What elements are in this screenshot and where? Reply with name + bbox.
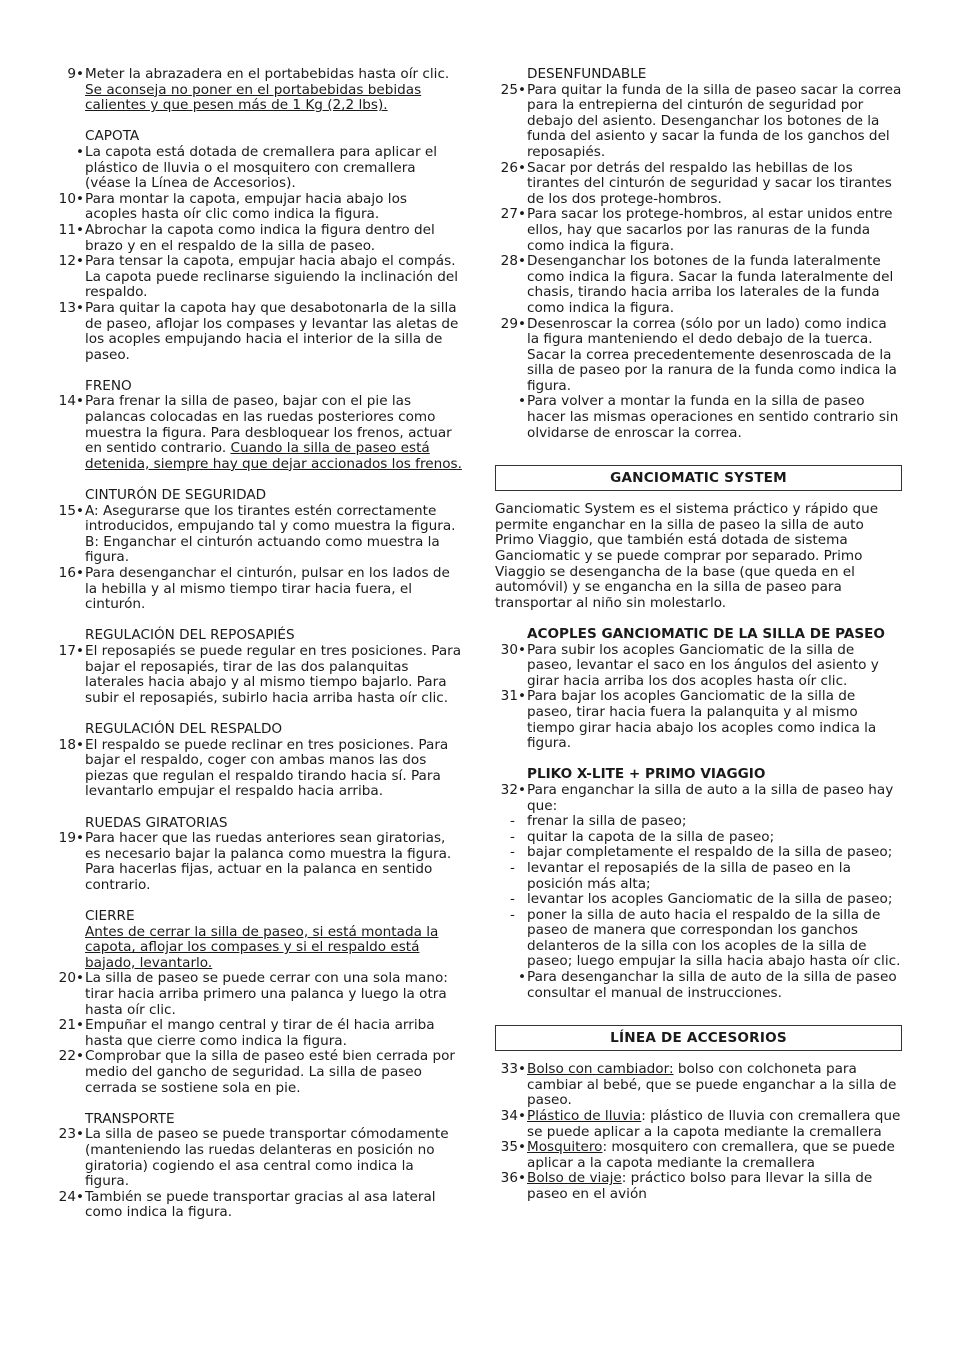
step-number: 33• — [500, 1061, 526, 1078]
step-text: La silla de paseo se puede transportar cómodamente (manteniendo las ruedas delanteras en posición no giratoria) cogiendo el asa central como indica la figura. — [85, 1126, 449, 1190]
step-17 — [50, 644, 462, 706]
step-text: También se puede transportar gracias al asa lateral como indica la figura. — [85, 1188, 436, 1221]
dash-mark: - — [510, 906, 515, 923]
step-30 — [492, 643, 902, 690]
item-text: levantar el reposapiés de la silla de paseo en la posición más alta; — [527, 859, 851, 892]
dash-mark: - — [510, 813, 515, 830]
step-text: Para hacer que las ruedas anteriores sean giratorias, es necesario bajar la palanca como muestra la figura. Para hacerlas fijas, actuar en la palanca en sentido contrario. — [85, 830, 452, 893]
step-number: 31• — [500, 688, 526, 705]
step-19 — [50, 831, 462, 893]
step-number: 28• — [500, 253, 526, 270]
item-text: quitar la capota de la silla de paseo; — [527, 828, 775, 845]
step-number: 18• — [58, 736, 84, 753]
step-number: 10• — [58, 190, 84, 207]
section-heading-cinturon: CINTURÓN DE SEGURIDAD — [85, 487, 267, 504]
step-27 — [492, 207, 902, 254]
step-22 — [50, 1049, 462, 1096]
step-number: 19• — [58, 830, 84, 847]
step-text: Para enganchar la silla de auto a la silla de paseo hay que: — [527, 781, 894, 814]
step-13 — [50, 301, 462, 363]
step-number: 36• — [500, 1170, 526, 1187]
step-text: Para quitar la capota hay que desabotonarla de la silla de paseo, aflojar los compases y levantar las aletas de los acoples empujando hacia el interior de la silla de paseo. — [85, 299, 459, 363]
step-text: Abrochar la capota como indica la figura dentro del brazo y en el respaldo de la silla de paseo. — [85, 221, 435, 254]
warning-text: Cuando la silla de paseo está detenida, siempre hay que dejar accionados los frenos. — [85, 440, 462, 472]
step-text — [527, 1140, 902, 1171]
item-text: bajar completamente el respaldo de la silla de paseo; — [527, 844, 893, 861]
dash-mark: - — [510, 828, 515, 845]
step-number: 34• — [500, 1108, 526, 1125]
step-10 — [50, 192, 462, 223]
step-number: 13• — [58, 299, 84, 316]
step-text: Empuñar el mango central y tirar de él hacia arriba hasta que cierre como indica la figura. — [85, 1017, 435, 1049]
step-15 — [50, 504, 462, 566]
step-number: 16• — [58, 565, 84, 581]
accessory-description: : práctico bolso para llevar la silla de paseo en el avión — [527, 1170, 873, 1202]
dash-mark: - — [510, 844, 515, 861]
step-32 — [492, 783, 902, 814]
item-text: frenar la silla de paseo; — [527, 813, 687, 830]
section-heading-ruedas: RUEDAS GIRATORIAS — [85, 814, 228, 831]
step-text-main: Para frenar la silla de paseo, bajar con el pie las palancas colocadas en las ruedas posteriores como muestra la figura. Para desbloquear los frenos, actuar en sentido contrario. — [85, 393, 452, 457]
section-heading-acoples: ACOPLES GANCIOMATIC DE LA SILLA DE PASEO — [527, 626, 885, 642]
step-number: 21• — [58, 1017, 84, 1034]
section-heading-respaldo: REGULACIÓN DEL RESPALDO — [85, 720, 283, 737]
step-9 — [50, 67, 462, 114]
step-36 — [492, 1171, 902, 1202]
section-heading-capota: CAPOTA — [85, 128, 140, 145]
step-text — [85, 394, 462, 472]
dash-mark: - — [510, 891, 515, 908]
item-text: Para volver a montar la funda en la silla de paseo hacer las mismas operaciones en sentido contrario sin olvidarse de enroscar la correa. — [527, 393, 899, 441]
step-23 — [50, 1127, 462, 1189]
accessory-name: Bolso con cambiador: — [527, 1061, 674, 1078]
section-heading-freno: FRENO — [85, 377, 132, 394]
step-25 — [492, 83, 902, 161]
accessory-description: bolso con colchoneta para cambiar al bebé, que se puede enganchar a la silla de paseo. — [527, 1061, 897, 1109]
list-item — [492, 845, 902, 861]
accessory-description: : plástico de lluvia con cremallera que se puede aplicar a la capota mediante la cremallera — [527, 1108, 901, 1140]
step-number: 35• — [500, 1139, 526, 1156]
step-text: El reposapiés se puede regular en tres posiciones. Para bajar el reposapiés, tirar de las dos palanquitas laterales hacia abajo y al mismo tiempo bajarlo. Para subir el reposapiés, subirlo hacia arriba hasta oír clic. — [85, 642, 462, 706]
step-text: Meter la abrazadera en el portabebidas hasta oír clic. — [85, 66, 450, 82]
left-column — [50, 67, 462, 1221]
list-item — [50, 145, 462, 192]
section-heading-pliko: PLIKO X-LITE + PRIMO VIAGGIO — [527, 766, 766, 783]
step-text: Para bajar los acoples Ganciomatic de la silla de paseo, tirar hacia fuera la palanquita y al mismo tiempo girar hacia abajo los acoples como indica la figura. — [527, 688, 877, 752]
section-box-ganciomatic: GANCIOMATIC SYSTEM — [495, 465, 902, 491]
section-heading-transporte: TRANSPORTE — [85, 1110, 175, 1127]
section-heading-desenfundable: DESENFUNDABLE — [527, 66, 647, 82]
step-text: Para desenganchar el cinturón, pulsar en los lados de la hebilla y al mismo tiempo tirar hacia fuera, el cinturón. — [85, 565, 450, 613]
step-text — [527, 1109, 902, 1140]
step-14 — [50, 394, 462, 472]
step-text: Para montar la capota, empujar hacia abajo los acoples hasta oír clic como indica la figura. — [85, 190, 407, 223]
item-text: levantar los acoples Ganciomatic de la silla de paseo; — [527, 891, 893, 908]
step-12 — [50, 254, 462, 301]
step-18 — [50, 738, 462, 800]
section-heading-cierre: CIERRE — [85, 908, 135, 925]
step-number: 9• — [67, 66, 84, 82]
bullet: • — [517, 969, 526, 986]
step-20 — [50, 971, 462, 1018]
step-24 — [50, 1190, 462, 1221]
list-item — [492, 892, 902, 908]
item-text: La capota está dotada de cremallera para aplicar el plástico de lluvia o el mosquitero con cremallera (véase la Línea de Accesorios). — [85, 143, 438, 192]
step-33 — [492, 1062, 902, 1109]
step-number: 22• — [58, 1048, 84, 1065]
accessory-name: Mosquitero — [527, 1139, 603, 1156]
step-number: 25• — [500, 81, 526, 98]
step-text: Desenroscar la correa (sólo por un lado) como indica la figura manteniendo el dedo debajo de la tuerca. Sacar la correa precedentemente desenroscada de la silla de paseo por la ranura de la funda como indica la figura. — [527, 315, 897, 394]
step-31 — [492, 689, 902, 751]
step-35 — [492, 1140, 902, 1171]
item-text: Para desenganchar la silla de auto de la silla de paseo consultar el manual de instrucciones. — [527, 969, 897, 1001]
list-item — [492, 908, 902, 970]
step-number: 15• — [58, 502, 84, 519]
step-number: 20• — [58, 970, 84, 987]
step-text: Sacar por detrás del respaldo las hebillas de los tirantes del cinturón de seguridad y sacar los tirantes de los dos protege-hombros. — [527, 159, 892, 207]
step-text: A: Asegurarse que los tirantes estén correctamente introducidos, empujando tal y como muestra la figura. B: Enganchar el cinturón actuando como muestra la figura. — [85, 502, 456, 566]
step-text: Desenganchar los botones de la funda lateralmente como indica la figura. Sacar la funda lateralmente del chasis, tirando hacia arriba los laterales de la funda como indica la figura. — [527, 253, 894, 316]
step-text — [527, 1171, 902, 1202]
intro-paragraph: Ganciomatic System es el sistema práctico y rápido que permite enganchar en la silla de paseo la silla de auto Primo Viaggio, que también está dotada de sistema Ganciomatic y se puede comprar por separado. Primo Viaggio se desengancha de la base (que queda en el automóvil) y se engancha en la silla de paseo para transportar al niño sin molestarlo. — [495, 501, 879, 611]
step-number: 26• — [500, 159, 526, 176]
step-number: 11• — [58, 221, 84, 238]
step-text: Para tensar la capota, empujar hacia abajo el compás. La capota puede reclinarse siguiendo la inclinación del respaldo. — [85, 253, 459, 301]
step-text: La silla de paseo se puede cerrar con una sola mano: tirar hacia arriba primero una palanca y luego la otra hasta oír clic. — [85, 970, 448, 1018]
step-number: 23• — [58, 1126, 84, 1143]
list-item — [492, 814, 902, 830]
step-29 — [492, 317, 902, 395]
dash-mark: - — [510, 859, 515, 876]
section-box-accesorios: LÍNEA DE ACCESORIOS — [495, 1025, 902, 1051]
step-11 — [50, 223, 462, 254]
step-number: 12• — [58, 253, 84, 270]
step-text: Para quitar la funda de la silla de paseo sacar la correa para la entrepierna del cinturón de seguridad por debajo del asiento. Desenganchar los botones de la funda del asiento y sacar la funda de los ganchos del reposapiés. — [527, 81, 902, 160]
list-item — [492, 970, 902, 1001]
list-item — [492, 830, 902, 846]
step-number: 14• — [58, 393, 84, 410]
accessory-name: Bolso de viaje — [527, 1170, 622, 1187]
right-column — [492, 67, 902, 1203]
step-number: 30• — [500, 641, 526, 658]
step-number: 24• — [58, 1188, 84, 1205]
warning-text: Antes de cerrar la silla de paseo, si está montada la capota, aflojar los compases y si el respaldo está bajado, levantarlo. — [85, 923, 439, 971]
item-text: poner la silla de auto hacia el respaldo de la silla de paseo de manera que correspondan los ganchos delanteros de la silla con los acoples de la silla de paseo; luego empujar la silla hacia abajo hasta oír clic. — [527, 906, 901, 970]
accessory-name: Plástico de lluvia — [527, 1108, 642, 1125]
step-text — [527, 1062, 902, 1109]
step-21 — [50, 1018, 462, 1049]
accessory-description: : mosquitero con cremallera, que se puede aplicar a la capota mediante la cremallera — [527, 1139, 895, 1171]
step-28 — [492, 254, 902, 316]
step-number: 29• — [500, 315, 526, 332]
step-number: 27• — [500, 206, 526, 223]
step-text: Para sacar los protege-hombros, al estar unidos entre ellos, hay que sacarlos por las ranuras de la funda como indica la figura. — [527, 206, 893, 254]
step-16 — [50, 566, 462, 613]
list-item — [492, 861, 902, 892]
bullet: • — [75, 143, 84, 160]
step-34 — [492, 1109, 902, 1140]
step-number: 32• — [500, 781, 526, 798]
bullet: • — [517, 393, 526, 410]
step-text: Comprobar que la silla de paseo esté bien cerrada por medio del gancho de seguridad. La silla de paseo cerrada se sostiene sola en pie. — [85, 1048, 456, 1096]
step-text: Para subir los acoples Ganciomatic de la silla de paseo, levantar el saco en los ángulos del asiento y girar hacia arriba los dos acoples hasta oír clic. — [527, 641, 879, 689]
section-heading-reposapies: REGULACIÓN DEL REPOSAPIÉS — [85, 627, 295, 644]
warning-text: Se aconseja no poner en el portabebidas bebidas calientes y que pesen más de 1 Kg (2,2 lbs). — [85, 81, 422, 114]
list-item — [492, 394, 902, 441]
step-number: 17• — [58, 642, 84, 659]
step-26 — [492, 161, 902, 208]
step-text: El respaldo se puede reclinar en tres posiciones. Para bajar el respaldo, coger con ambas manos las dos piezas que regulan el respaldo tirando hacia sí. Para levantarlo empujar el respaldo hacia arriba. — [85, 736, 449, 800]
